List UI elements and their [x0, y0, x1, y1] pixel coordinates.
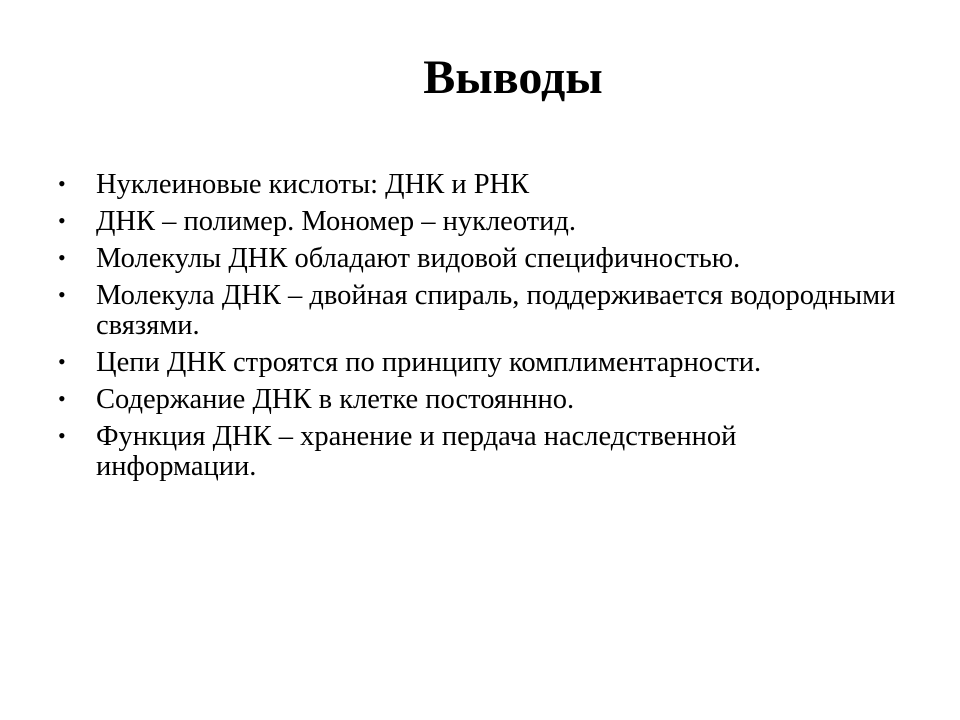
bullet-icon: •	[58, 349, 66, 374]
bullet-icon: •	[58, 171, 66, 196]
bullet-text: Нуклеиновые кислоты: ДНК и РНК	[96, 169, 530, 200]
bullet-item	[58, 385, 898, 415]
bullet-text: Цепи ДНК строятся по принципу комплиментарности.	[96, 347, 762, 378]
bullet-item	[58, 281, 898, 341]
bullet-text: Молекула ДНК – двойная спираль, поддерживается водородными связями.	[96, 280, 896, 341]
bullet-icon: •	[58, 282, 66, 307]
bullet-text: Функция ДНК – хранение и пердача наследственной информации.	[96, 421, 737, 482]
bullet-icon: •	[58, 208, 66, 233]
bullet-icon: •	[58, 423, 66, 448]
bullet-item	[58, 170, 898, 200]
slide-title: Выводы	[423, 51, 603, 104]
bullet-icon: •	[58, 386, 66, 411]
bullet-item	[58, 422, 898, 482]
bullet-list	[58, 170, 898, 489]
bullet-item	[58, 348, 898, 378]
bullet-item	[58, 207, 898, 237]
bullet-icon: •	[58, 245, 66, 270]
bullet-text: Молекулы ДНК обладают видовой специфичностью.	[96, 243, 741, 274]
bullet-item	[58, 244, 898, 274]
bullet-text: Содержание ДНК в клетке постояннно.	[96, 384, 575, 415]
bullet-text: ДНК – полимер. Мономер – нуклеотид.	[96, 206, 577, 237]
